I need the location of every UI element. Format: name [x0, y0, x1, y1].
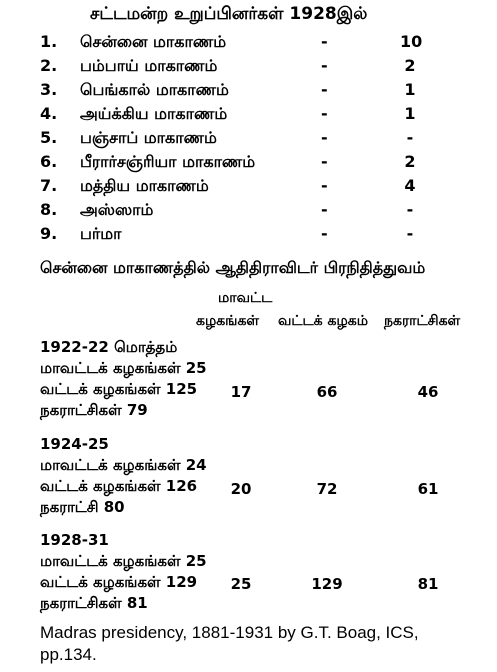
municipal-value: 81: [417, 575, 439, 593]
province-name: பர்மா: [80, 224, 122, 243]
list-item: [0, 56, 497, 80]
list-item: [0, 32, 497, 56]
period-line: 1922-22 மொத்தம்: [40, 338, 178, 356]
header-district-line1: மாவட்ட: [218, 290, 273, 306]
province-name: மத்திய மாகாணம்: [80, 176, 209, 195]
item-number: 3.: [40, 80, 58, 99]
taluk-value: 129: [311, 575, 343, 593]
province-name: பம்பாய் மாகாணம்: [80, 56, 218, 75]
period-line: நகராட்சிகள் 79: [40, 401, 148, 419]
dash: -: [321, 176, 328, 195]
member-count: 10: [400, 32, 423, 51]
member-count: 4: [404, 176, 416, 195]
page-title: சட்டமன்ற உறுப்பினர்கள் 1928இல்: [90, 4, 368, 24]
member-count: 1: [404, 104, 416, 123]
member-count: 2: [404, 152, 416, 171]
province-name: பஞ்சாப் மாகாணம்: [80, 128, 217, 147]
list-item: [0, 224, 497, 248]
dash: -: [321, 224, 328, 243]
province-name: அஸ்ஸாம்: [80, 200, 154, 219]
header-municipal: நகராட்சிகள்: [384, 313, 461, 329]
period-line: வட்டக் கழகங்கள் 126: [40, 477, 198, 495]
citation: [40, 622, 419, 666]
period-block: [40, 530, 207, 614]
period-block: [40, 337, 207, 421]
province-name: பீரார்சஞ்ரியா மாகாணம்: [80, 152, 256, 171]
item-number: 9.: [40, 224, 58, 243]
period-line: மாவட்டக் கழகங்கள் 25: [40, 359, 207, 377]
list-item: [0, 200, 497, 224]
dash: -: [321, 104, 328, 123]
period-line: மாவட்டக் கழகங்கள் 25: [40, 552, 207, 570]
item-number: 1.: [40, 32, 58, 51]
item-number: 4.: [40, 104, 58, 123]
list-item: [0, 152, 497, 176]
province-name: அய்க்கிய மாகாணம்: [80, 104, 228, 123]
section-title: சென்னை மாகாணத்தில் ஆதிதிராவிடர் பிரநிதித்துவம்: [40, 258, 426, 277]
dash: -: [321, 200, 328, 219]
member-count: -: [406, 224, 414, 243]
list-item: [0, 104, 497, 128]
period-line: வட்டக் கழகங்கள் 125: [40, 380, 198, 398]
item-number: 6.: [40, 152, 58, 171]
period-line: நகராட்சி 80: [40, 498, 125, 516]
dash: -: [321, 56, 328, 75]
district-value: 20: [230, 480, 252, 498]
dash: -: [321, 152, 328, 171]
item-number: 2.: [40, 56, 58, 75]
province-name: சென்னை மாகாணம்: [80, 32, 227, 51]
municipal-value: 61: [417, 480, 439, 498]
district-value: 25: [230, 575, 252, 593]
header-taluk: வட்டக் கழகம்: [278, 313, 368, 329]
member-count: -: [406, 200, 414, 219]
citation-line: Madras presidency, 1881-1931 by G.T. Boag, ICS,: [40, 623, 419, 642]
dash: -: [321, 128, 328, 147]
list-item: [0, 176, 497, 200]
dash: -: [321, 32, 328, 51]
period-line: 1924-25: [40, 435, 109, 453]
member-count: -: [406, 128, 414, 147]
period-line: மாவட்டக் கழகங்கள் 24: [40, 456, 207, 474]
header-district-line2: கழகங்கள்: [196, 313, 260, 329]
member-count: 2: [404, 56, 416, 75]
period-line: 1928-31: [40, 531, 109, 549]
dash: -: [321, 80, 328, 99]
citation-line: pp.134.: [40, 645, 97, 664]
district-value: 17: [230, 383, 252, 401]
province-name: பெங்கால் மாகாணம்: [80, 80, 229, 99]
item-number: 8.: [40, 200, 58, 219]
item-number: 5.: [40, 128, 58, 147]
taluk-value: 72: [316, 480, 338, 498]
period-block: [40, 434, 207, 518]
member-count: 1: [404, 80, 416, 99]
taluk-value: 66: [316, 383, 338, 401]
list-item: [0, 80, 497, 104]
period-line: வட்டக் கழகங்கள் 129: [40, 573, 198, 591]
municipal-value: 46: [417, 383, 439, 401]
period-line: நகராட்சிகள் 81: [40, 594, 148, 612]
list-item: [0, 128, 497, 152]
item-number: 7.: [40, 176, 58, 195]
